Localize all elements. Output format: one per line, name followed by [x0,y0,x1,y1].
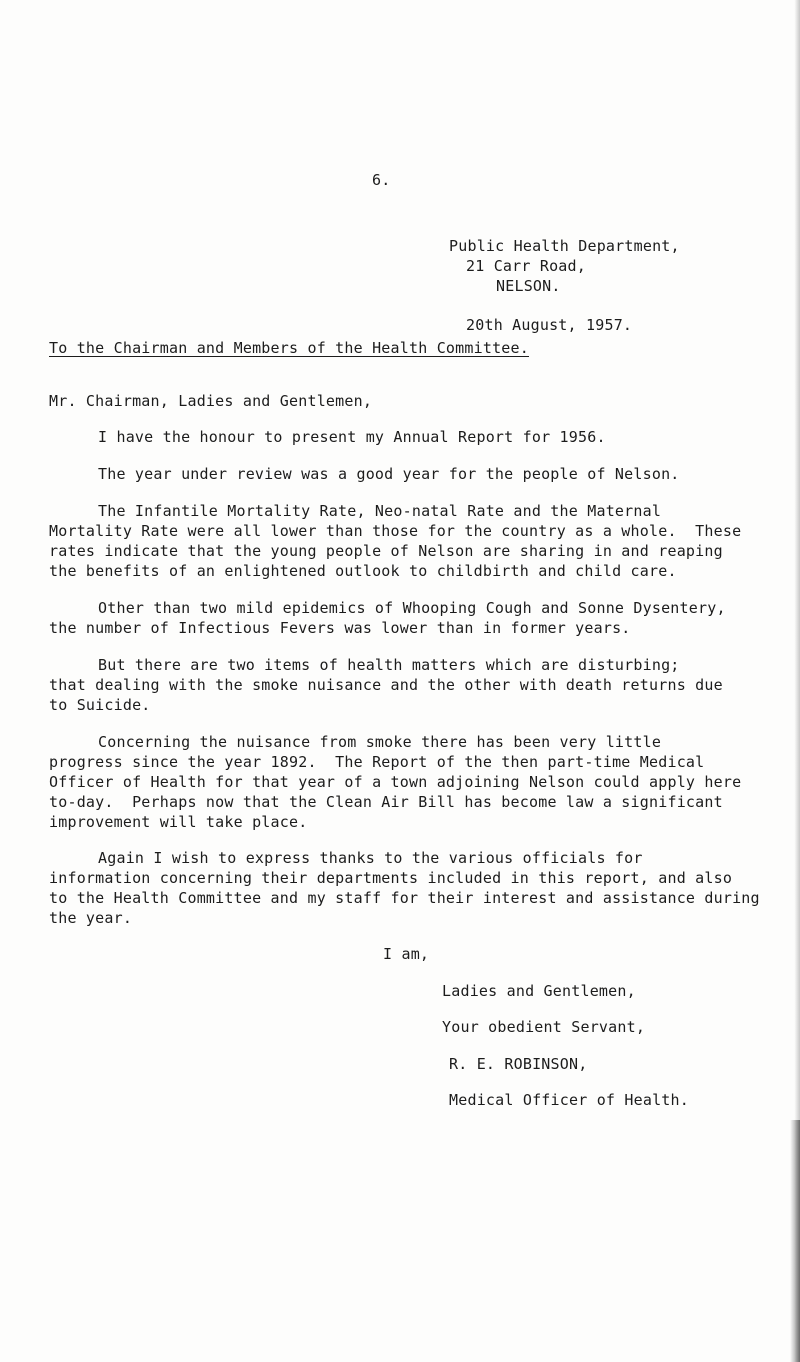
signatory-name: R. E. ROBINSON, [449,1055,588,1073]
addressee-line: To the Chairman and Members of the Health Committee. [49,339,529,357]
paragraph-line: improvement will take place. [49,813,308,831]
address-town: NELSON. [496,277,561,295]
paragraph-line: progress since the year 1892. The Report of the then part-time Medical [49,753,705,771]
address-department: Public Health Department, [449,237,680,255]
paragraph-line: I have the honour to present my Annual Report for 1956. [98,428,606,446]
page-edge-shadow-bottom [790,1120,800,1362]
page-number: 6. [372,171,391,189]
paragraph-line: Concerning the nuisance from smoke there has been very little [98,733,662,751]
paragraph-line: Again I wish to express thanks to the various officials for [98,849,643,867]
signatory-title: Medical Officer of Health. [449,1091,689,1109]
salutation: Mr. Chairman, Ladies and Gentlemen, [49,392,373,410]
letter-date: 20th August, 1957. [466,316,633,334]
closing-obedient-servant: Your obedient Servant, [442,1018,646,1036]
address-street: 21 Carr Road, [466,257,586,275]
paragraph-line: the year. [49,909,133,927]
paragraph-line: Officer of Health for that year of a town adjoining Nelson could apply here [49,773,742,791]
paragraph-line: to-day. Perhaps now that the Clean Air Bill has become law a significant [49,793,723,811]
paragraph-line: to the Health Committee and my staff for their interest and assistance during [49,889,760,907]
paragraph-line: rates indicate that the young people of Nelson are sharing in and reaping [49,542,723,560]
paragraph-line: the benefits of an enlightened outlook to childbirth and child care. [49,562,677,580]
paragraph-line: The Infantile Mortality Rate, Neo-natal Rate and the Maternal [98,502,662,520]
paragraph-line: Other than two mild epidemics of Whooping Cough and Sonne Dysentery, [98,599,726,617]
closing-i-am: I am, [383,945,430,963]
paragraph-line: to Suicide. [49,696,151,714]
paragraph-line: the number of Infectious Fevers was lower than in former years. [49,619,631,637]
paragraph-line: Mortality Rate were all lower than those for the country as a whole. These [49,522,742,540]
closing-ladies-gentlemen: Ladies and Gentlemen, [442,982,636,1000]
paragraph-line: information concerning their departments included in this report, and also [49,869,733,887]
paragraph-line: The year under review was a good year for the people of Nelson. [98,465,680,483]
paragraph-line: that dealing with the smoke nuisance and the other with death returns due [49,676,723,694]
paragraph-line: But there are two items of health matters which are disturbing; [98,656,680,674]
